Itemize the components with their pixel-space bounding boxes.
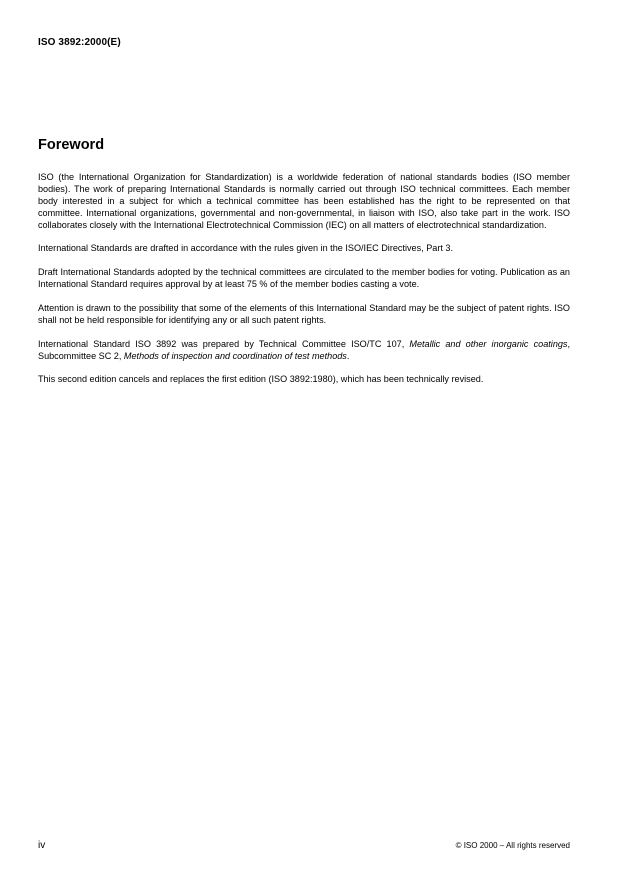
copyright-notice: © ISO 2000 – All rights reserved	[455, 841, 570, 850]
page-number: iv	[38, 840, 46, 851]
subcommittee-name: Methods of inspection and coordination of test methods	[123, 350, 347, 361]
paragraph-iso-federation: ISO (the International Organization for Standardization) is a worldwide federation of national standards bodies (ISO member bodies). The work of preparing International Standards is normally carried out through ISO technical committees. Each member body interested in a subject for which a technical committee has been established has the right to be represented on that committee. International organizations, governmental and non-governmental, in liaison with ISO, also take part in the work. ISO collaborates closely with the International Electrotechnical Commission (IEC) on all matters of electrotechnical standardization.	[38, 172, 570, 230]
committee-text-1: International Standard ISO 3892 was prepared by Technical Committee ISO/TC 107,	[38, 338, 410, 349]
paragraph-drafting-rules: International Standards are drafted in accordance with the rules given in the ISO/IEC Directives, Part 3.	[38, 243, 453, 254]
committee-name: Metallic and other inorganic coatings	[409, 338, 568, 349]
paragraph-voting: Draft International Standards adopted by the technical committees are circulated to the member bodies for voting. Publication as an International Standard requires approval by at least 75 % of the member bodies casting a vote.	[38, 267, 570, 290]
paragraph-patent-rights: Attention is drawn to the possibility that some of the elements of this International Standard may be the subject of patent rights. ISO shall not be held responsible for identifying any or all such patent rights.	[38, 302, 570, 325]
document-id: ISO 3892:2000(E)	[38, 37, 121, 48]
page-title: Foreword	[38, 137, 105, 153]
paragraph-committee	[38, 339, 570, 363]
committee-text-3: .	[346, 350, 350, 361]
committee-text-2: , Subcommittee SC 2,	[38, 338, 571, 361]
paragraph-edition: This second edition cancels and replaces the first edition (ISO 3892:1980), which has been technically revised.	[38, 374, 484, 385]
foreword-body	[38, 172, 570, 398]
